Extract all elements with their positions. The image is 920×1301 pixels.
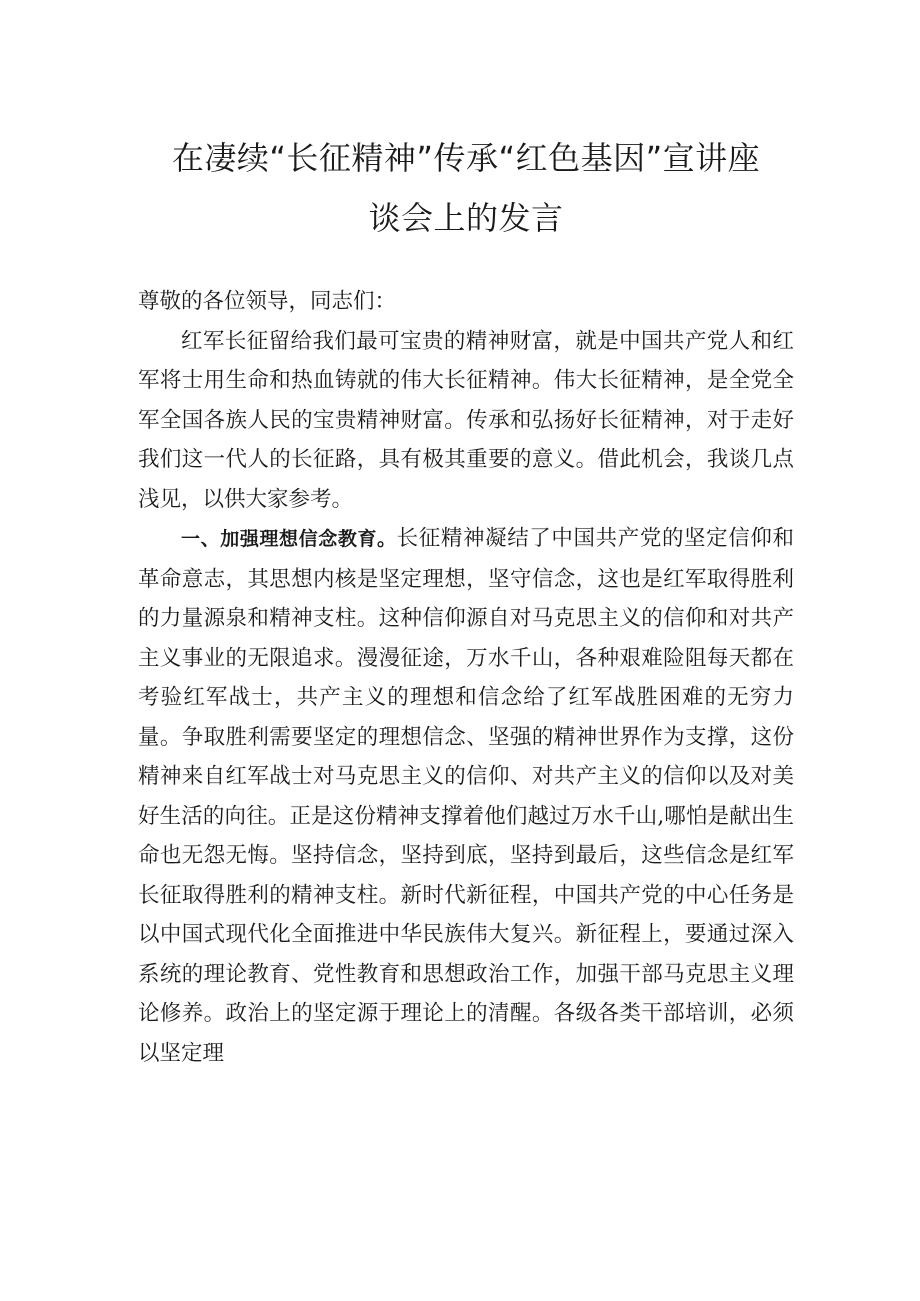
document-body — [138, 282, 794, 1073]
section-1-body: 长征精神凝结了中国共产党的坚定信仰和革命意志，其思想内核是坚定理想，坚守信念，这也是红军取得胜利的力量源泉和精神支柱。这种信仰源自对马克思主义的信仰和对共产主义事业的无限追求。漫漫征途，万水千山，各种艰难险阻每天都在考验红军战士，共产主义的理想和信念给了红军战胜困难的无穷力量。争取胜利需要坚定的理想信念、坚强的精神世界作为支撑，这份精神来自红军战士对马克思主义的信仰、对共产主义的信仰以及对美好生活的向往。正是这份精神支撑着他们越过万水千山,哪怕是献出生命也无怨无悔。坚持信念，坚持到底，坚持到最后，这些信念是红军长征取得胜利的精神支柱。新时代新征程，中国共产党的中心任务是以中国式现代化全面推进中华民族伟大复兴。新征程上，要通过深入系统的理论教育、党性教育和思想政治工作，加强干部马克思主义理论修养。政治上的坚定源于理论上的清醒。各级各类干部培训，必须以坚定理 — [138, 526, 794, 1066]
document-page — [138, 128, 794, 1073]
title-line-1: 在凄续“长征精神”传承“红色基因”宣讲座 — [171, 139, 761, 177]
document-title — [138, 128, 794, 248]
salutation: 尊敬的各位领导，同志们： — [138, 289, 397, 314]
title-line-2: 谈会上的发言 — [368, 199, 564, 237]
section-1-heading: 一、加强理想信念教育。 — [181, 528, 397, 550]
paragraph-intro: 红军长征留给我们最可宝贵的精神财富，就是中国共产党人和红军将士用生命和热血铸就的伟大长征精神。伟大长征精神，是全党全军全国各族人民的宝贵精神财富。传承和弘扬好长征精神，对于走好我们这一代人的长征路，具有极其重要的意义。借此机会，我谈几点浅见，以供大家参考。 — [138, 328, 794, 512]
paragraph-section-1 — [138, 519, 794, 1073]
